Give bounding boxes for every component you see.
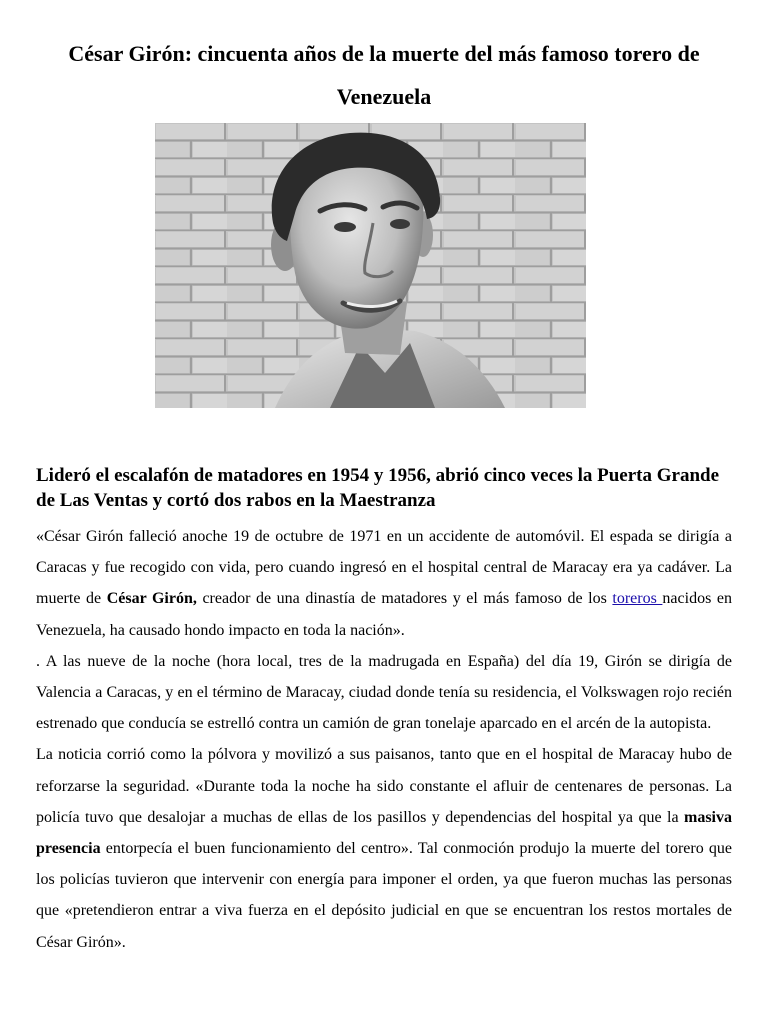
paragraph-1 [36,521,732,646]
bold-masiva-presencia: masiva presencia [36,808,732,858]
paragraph-2: . A las nueve de la noche (hora local, tres de la madrugada en España) del día 19, Girón se dirigía de Valencia a Caracas, y en el término de Maracay, ciudad donde tenía su residencia, el Volkswagen rojo recién estrenado que conducía se estrelló contra un camión de gran tonelaje aparcado en el arcén de la autopista. [36,652,732,733]
article-title: César Girón: cincuenta años de la muerte del más famoso torero de Venezuela [68,41,700,109]
portrait-photo [155,123,586,408]
paragraph-3 [36,739,732,957]
paragraph-3-text-a: La noticia corrió como la pólvora y movilizó a sus paisanos, tanto que en el hospital de Maracay hubo de reforzarse la seguridad. «Durante toda la noche ha sido constante el afluir de centenares de personas. La policía tuvo que desalojar a muchas de ellas de los pasillos y dependencias del hospital ya que la [36,746,732,826]
article-body [36,521,732,958]
paragraph-3-text-b: entorpecía el buen funcionamiento del centro». Tal conmoción produjo la muerte del torero que los policías tuvieron que intervenir con energía para imponer el orden, ya que fueron muchas las personas que «pretendieron entrar a viva fuerza en el depósito judicial en que se encuentran los restos mortales de César Girón». [36,840,732,951]
paragraph-1-text-a: «César Girón falleció anoche 19 de octubre de 1971 en un accidente de automóvil. El espada se dirigía a Caracas y fue recogido con vida, pero cuando ingresó en el hospital central de Maracay era ya cadáver. La muerte de [36,528,732,608]
article-subtitle: Lideró el escalafón de matadores en 1954 y 1956, abrió cinco veces la Puerta Grande de Las Ventas y cortó dos rabos en la Maestranza [36,465,720,511]
bold-name-cesar-giron: César Girón, [106,590,197,608]
paragraph-1-text-c: nacidos en Venezuela, ha causado hondo impacto en toda la nación». [36,590,732,639]
toreros-link[interactable]: toreros [612,590,663,608]
paragraph-1-text-b: creador de una dinastía de matadores y el más famoso de los [196,590,613,608]
